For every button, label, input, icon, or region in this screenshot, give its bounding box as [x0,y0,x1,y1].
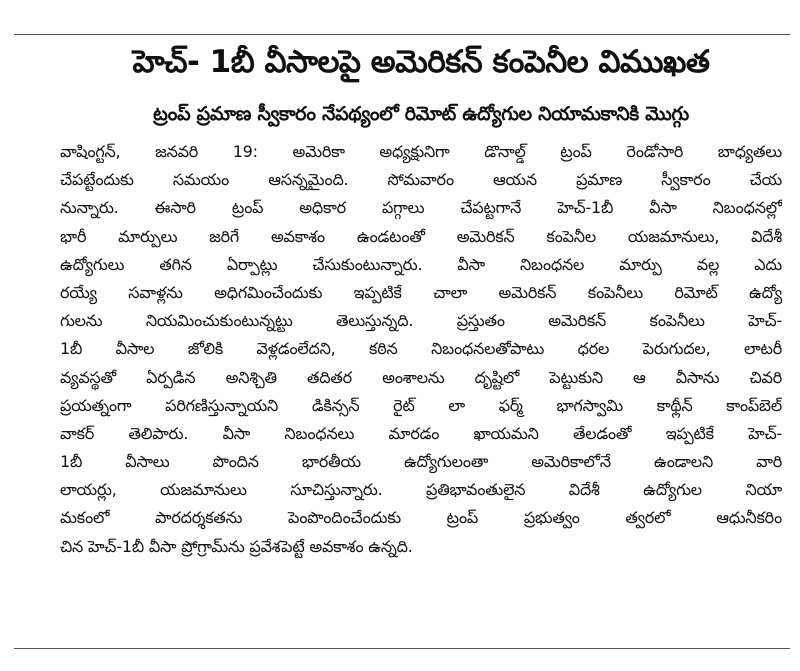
subheadline: ట్రంప్‌ ప్రమాణ స్వీకారం నేపథ్యంలో రిమోట్‌ ఉద్యోగుల నియామకానికి మొగ్గు [153,103,689,125]
body-line: నున్నారు. ఈసారి ట్రంప్‌ అధికార పగ్గాలు చేపట్టగానే హెచ్‌-1బీ వీసా నిబంధనల్లో [60,198,782,218]
body-line: మకంలో పారదర్శకతను పెంపొందించేందుకు ట్రంప్‌ ప్రభుత్వం త్వరలో ఆధునీకరిం [60,508,782,528]
body-line: ఉద్యోగులు తగిన ఏర్పాట్లు చేసుకుంటున్నారు. వీసా నిబంధనల మార్పు వల్ల ఎదు [60,254,782,274]
article [60,38,782,644]
article-body [60,138,782,561]
body-line: ప్రయత్నంగా పరిగణిస్తున్నాయని డికిన్సన్‌ రైట్‌ లా ఫర్మ్‌ భాగస్వామి కాథ్లీన్‌ కాంప్‌బెల్‌ [60,395,782,415]
headline: హెచ్‌- 1బీ వీసాలపై అమెరికన్‌ కంపెనీల విముఖత [132,44,710,80]
body-line: వాకర్‌ తెలిపారు. వీసా నిబంధనలు మారడం ఖాయమని తేలడంతో ఇప్పటికే హెచ్‌- [60,423,782,443]
body-line: 1బీ వీసాలు పొందిన భారతీయ ఉద్యోగులంతా అమెరికాలోనే ఉండాలని వారి [60,452,782,472]
top-rule [14,34,790,35]
body-line: చిన హెచ్‌-1బీ వీసా ప్రోగ్రామ్‌ను ప్రవేశపెట్టే అవకాశం ఉన్నది. [60,536,413,556]
body-line: వాషింగ్టన్‌, జనవరి 19: అమెరికా అధ్యక్షునిగా డొనాల్డ్‌ ట్రంప్‌ రెండోసారి బాధ్యతలు [60,142,782,161]
body-line: చేపట్టేందుకు సమయం ఆసన్నమైంది. సోమవారం ఆయన ప్రమాణ స్వీకారం చేయ [60,170,782,190]
body-line: రయ్యే సవాళ్లను అధిగమించేందుకు ఇప్పటికే చాలా అమెరికన్‌ కంపెనీలు రిమోట్‌ ఉద్యో [60,282,782,302]
body-line: భారీ మార్పులు జరిగే అవకాశం ఉండటంతో అమెరికన్‌ కంపెనీల యజమానులు, విదేశీ [60,226,782,246]
body-line: లాయర్లు, యజమానులు సూచిస్తున్నారు. ప్రతిభావంతులైన విదేశీ ఉద్యోగుల నియా [60,480,782,500]
body-line: గులను నియమించుకుంటున్నట్టు తెలుస్తున్నది. ప్రస్తుతం అమెరికన్‌ కంపెనీలు హెచ్‌- [60,311,782,331]
body-line: వ్యవస్థతో ఏర్పడిన అనిశ్చితి తదితర అంశాలను దృష్టిలో పెట్టుకుని ఆ వీసాను చివరి [60,367,782,387]
body-line: 1బీ వీసాల జోలికి వెళ్లడంలేదని, కఠిన నిబంధనలతోపాటు ధరల పెరుగుదల, లాటరీ [60,339,782,359]
bottom-rule [14,648,790,649]
